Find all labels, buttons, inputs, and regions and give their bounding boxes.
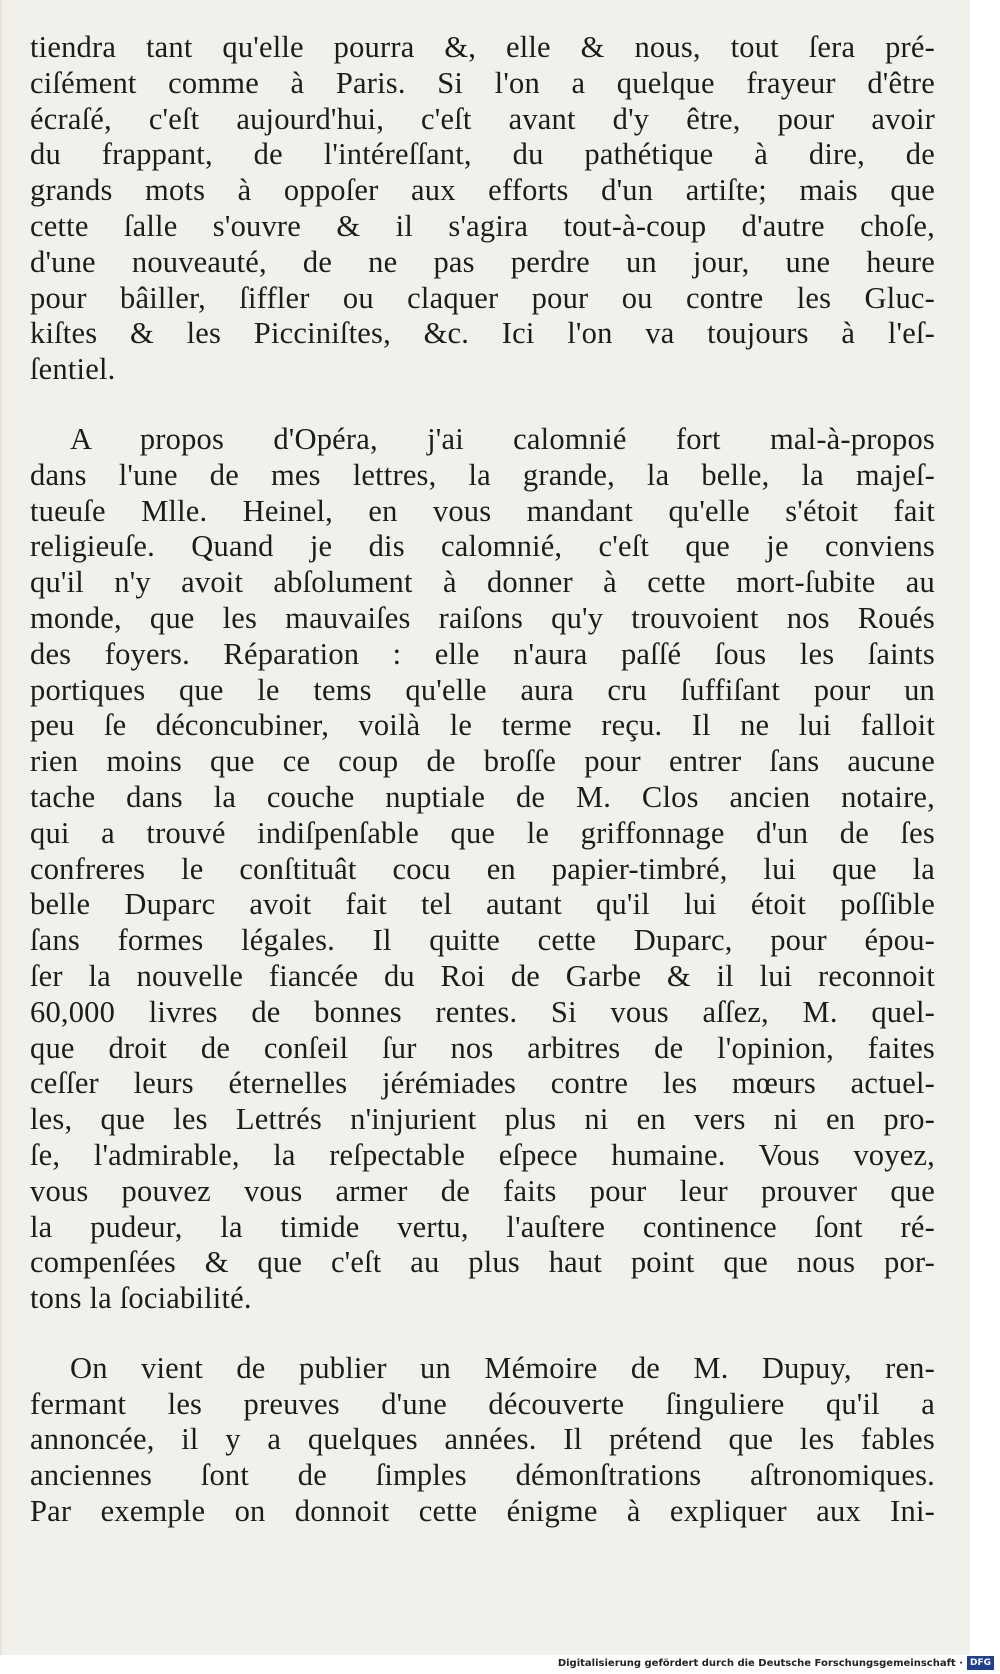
paragraph-1 — [30, 30, 935, 388]
text-line: ſe, l'admirable, la reſpectable eſpece humaine. Vous voyez, — [30, 1137, 935, 1172]
paragraph-3 — [30, 1351, 935, 1530]
body-text — [30, 30, 935, 1530]
text-line: tache dans la couche nuptiale de M. Clos ancien notaire, — [30, 779, 935, 814]
text-line: pour bâiller, ſiffler ou claquer pour ou contre les Gluc- — [30, 280, 935, 315]
text-line: compenſées & que c'eſt au plus haut point que nous por- — [30, 1245, 935, 1280]
text-line: écraſé, c'eſt aujourd'hui, c'eſt avant d'y être, pour avoir — [30, 101, 935, 136]
text-line: vous pouvez vous armer de faits pour leur prouver que — [30, 1173, 935, 1208]
text-line: ſans formes légales. Il quitte cette Duparc, pour épou- — [30, 923, 935, 958]
text-line: A propos d'Opéra, j'ai calomnié fort mal-à-propos — [70, 421, 935, 456]
text-line: dans l'une de mes lettres, la grande, la belle, la majeſ- — [30, 457, 935, 492]
text-line: ſer la nouvelle fiancée du Roi de Garbe & il lui reconnoit — [30, 958, 935, 993]
paragraph-2 — [30, 422, 935, 1317]
text-line: tiendra tant qu'elle pourra &, elle & nous, tout ſera pré- — [30, 30, 935, 64]
text-line: cette ſalle s'ouvre & il s'agira tout-à-coup d'autre choſe, — [30, 208, 935, 243]
text-line: monde, que les mauvaiſes raiſons qu'y trouvoient nos Roués — [30, 600, 935, 635]
text-line: peu ſe déconcubiner, voilà le terme reçu. Il ne lui falloit — [30, 708, 935, 743]
text-line: qu'il n'y avoit abſolument à donner à cette mort-ſubite au — [30, 565, 935, 600]
text-line: annoncée, il y a quelques années. Il prétend que les fables — [30, 1422, 935, 1457]
text-line: 60,000 livres de bonnes rentes. Si vous aſſez, M. quel- — [30, 994, 935, 1029]
text-line: On vient de publier un Mémoire de M. Dupuy, ren- — [70, 1350, 935, 1385]
text-line: d'une nouveauté, de ne pas perdre un jour, une heure — [30, 244, 935, 279]
text-line: ciſément comme à Paris. Si l'on a quelque frayeur d'être — [30, 65, 935, 100]
text-line: tueuſe Mlle. Heinel, en vous mandant qu'elle s'étoit fait — [30, 493, 935, 528]
text-line: tons la ſociabilité. — [30, 1281, 252, 1316]
text-line: du frappant, de l'intéreſſant, du pathétique à dire, de — [30, 137, 935, 172]
paragraph-gap — [30, 1317, 935, 1351]
text-line: kiſtes & les Picciniſtes, &c. Ici l'on va toujours à l'eſ- — [30, 316, 935, 351]
funding-notice: Digitalisierung gefördert durch die Deutsche Forschungsgemeinschaft · — [557, 1657, 963, 1669]
text-line: portiques que le tems qu'elle aura cru ſuffiſant pour un — [30, 672, 935, 707]
text-line: anciennes ſont de ſimples démonſtrations aſtronomiques. — [30, 1458, 935, 1493]
text-line: ſentiel. — [30, 352, 116, 387]
text-line: que droit de conſeil ſur nos arbitres de l'opinion, faites — [30, 1030, 935, 1065]
text-line: la pudeur, la timide vertu, l'auſtere continence ſont ré- — [30, 1209, 935, 1244]
text-line: belle Duparc avoit fait tel autant qu'il lui étoit poſſible — [30, 887, 935, 922]
dfg-logo: DFG — [967, 1656, 994, 1670]
text-line: des foyers. Réparation : elle n'aura paſſé ſous les ſaints — [30, 636, 935, 671]
digitization-credit — [558, 1655, 994, 1671]
text-line: les, que les Lettrés n'injurient plus ni en vers ni en pro- — [30, 1102, 935, 1137]
text-line: Par exemple on donnoit cette énigme à expliquer aux Ini- — [30, 1494, 935, 1529]
text-line: religieuſe. Quand je dis calomnié, c'eſt que je conviens — [30, 529, 935, 564]
text-line: ceſſer leurs éternelles jérémiades contre les mœurs actuel- — [30, 1066, 935, 1101]
text-line: grands mots à oppoſer aux efforts d'un artiſte; mais que — [30, 173, 935, 208]
text-line: fermant les preuves d'une découverte ſinguliere qu'il a — [30, 1386, 935, 1421]
text-line: qui a trouvé indiſpenſable que le griffonnage d'un de ſes — [30, 815, 935, 850]
text-line: confreres le conſtituât cocu en papier-timbré, lui que la — [30, 851, 935, 886]
paragraph-gap — [30, 388, 935, 422]
text-line: rien moins que ce coup de broſſe pour entrer ſans aucune — [30, 744, 935, 779]
